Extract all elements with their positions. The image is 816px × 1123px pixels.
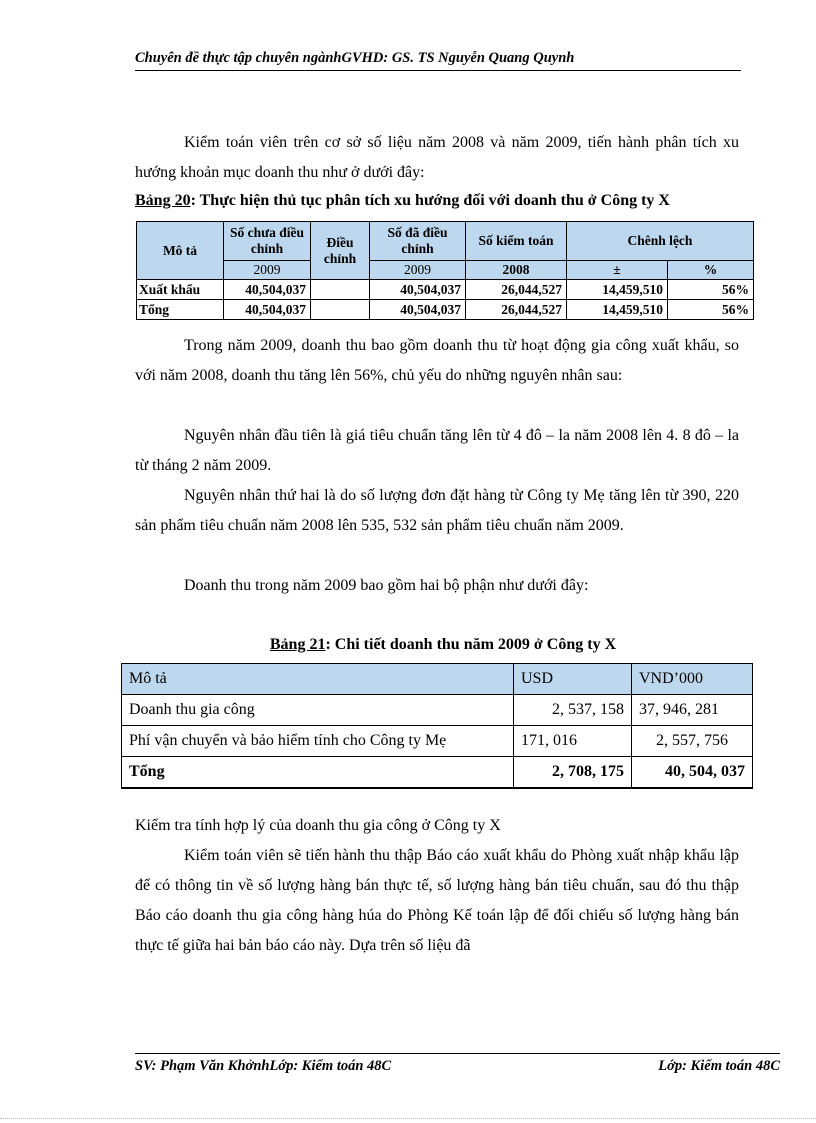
table-20 [136, 221, 754, 320]
table-row [137, 280, 754, 300]
cell-usd: 2, 537, 158 [514, 695, 632, 726]
cell-label: Tổng [122, 757, 514, 789]
cell-label: Phí vận chuyển và bảo hiểm tính cho Công ty Mẹ [122, 726, 514, 757]
th-chenhlech: Chênh lệch [567, 222, 754, 261]
cell-dc [311, 300, 370, 320]
cell-pm: 14,459,510 [567, 280, 668, 300]
page-bottom-divider [0, 1118, 816, 1119]
table-row-total [122, 757, 753, 789]
paragraph-intro: Kiểm toán viên trên cơ sở số liệu năm 2008 và năm 2009, tiến hành phân tích xu hướng khoản mục doanh thu như ở dưới đây: [135, 134, 739, 181]
cell-label: Doanh thu gia công [122, 695, 514, 726]
cell-da: 40,504,037 [370, 300, 466, 320]
th-dieuchinh: Điều chỉnh [311, 222, 370, 280]
cell-pct: 56% [668, 280, 754, 300]
page-footer [135, 1053, 780, 1075]
cell-vnd: 37, 946, 281 [632, 695, 753, 726]
paragraph-reason-2: Nguyên nhân thứ hai là do số lượng đơn đặt hàng từ Công ty Mẹ tăng lên từ 390, 220 sản phẩm tiêu chuẩn năm 2008 lên 535, 532 sản phẩm tiêu chuẩn năm 2009. [135, 487, 739, 534]
cell-label: Xuất khẩu [137, 280, 224, 300]
cell-usd: 171, 016 [514, 726, 632, 757]
table-row [122, 695, 753, 726]
cell-chua: 40,504,037 [224, 300, 311, 320]
cell-kt: 26,044,527 [466, 280, 567, 300]
footer-right: Lớp: Kiểm toán 48C [658, 1058, 780, 1074]
cell-kt: 26,044,527 [466, 300, 567, 320]
th-year-2009-a: 2009 [224, 261, 311, 280]
th-kiemtoan: Số kiểm toán [466, 222, 567, 261]
paragraph-check-title: Kiểm tra tính hợp lý của doanh thu gia công ở Công ty X [135, 817, 501, 834]
th-pm: ± [567, 261, 668, 280]
cell-vnd: 2, 557, 756 [632, 726, 753, 757]
cell-dc [311, 280, 370, 300]
th-pct: % [668, 261, 754, 280]
table21-caption-label: Bảng 21 [269, 636, 326, 653]
table-21 [121, 663, 753, 789]
table-header-row [122, 664, 753, 695]
cell-pct: 56% [668, 300, 754, 320]
paragraph-reason-1: Nguyên nhân đầu tiên là giá tiêu chuẩn tăng lên từ 4 đô – la năm 2008 lên 4. 8 đô – la từ tháng 2 năm 2009. [135, 427, 739, 474]
table-row [122, 726, 753, 757]
th-vnd: VND’000 [632, 664, 753, 695]
table20-caption-text: : Thực hiện thủ tục phân tích xu hướng đối với doanh thu ở Công ty X [190, 192, 670, 209]
cell-chua: 40,504,037 [224, 280, 311, 300]
table21-caption-text: : Chi tiết doanh thu năm 2009 ở Công ty X [325, 636, 617, 653]
th-da: Số đã điều chỉnh [370, 222, 466, 261]
page-header-text: Chuyên đề thực tập chuyên ngànhGVHD: GS. TS Nguyễn Quang Quynh [135, 50, 575, 66]
paragraph-procedure: Kiểm toán viên sẽ tiến hành thu thập Báo cáo xuất khẩu do Phòng xuất nhập khẩu lập để có thông tin về số lượng hàng bán thực tế, số lượng hàng bán tiêu chuẩn, sau đó thu thập Báo cáo doanh thu gia công hàng húa do Phòng Kế toán lập để đối chiếu số lượng hàng bán thực tế giữa hai bản báo cáo này. Dựa trên số liệu đã [135, 847, 739, 954]
cell-vnd: 40, 504, 037 [632, 757, 753, 789]
th-usd: USD [514, 664, 632, 695]
th-chua: Số chưa điều chỉnh [224, 222, 311, 261]
cell-label: Tổng [137, 300, 224, 320]
paragraph-revenue-2009: Trong năm 2009, doanh thu bao gồm doanh thu từ hoạt động gia công xuất khẩu, so với năm 2008, doanh thu tăng lên 56%, chủ yếu do những nguyên nhân sau: [135, 337, 739, 384]
th-year-2008: 2008 [466, 261, 567, 280]
cell-pm: 14,459,510 [567, 300, 668, 320]
footer-left: SV: Phạm Văn KhởnhLớp: Kiểm toán 48C [135, 1058, 392, 1074]
table20-caption-label: Bảng 20 [135, 192, 191, 209]
table20-caption [135, 192, 670, 210]
table-row-total [137, 300, 754, 320]
cell-usd: 2, 708, 175 [514, 757, 632, 789]
th-mota: Mô tả [137, 222, 224, 280]
th-year-2009-b: 2009 [370, 261, 466, 280]
cell-da: 40,504,037 [370, 280, 466, 300]
page-header [135, 50, 741, 71]
paragraph-revenue-parts: Doanh thu trong năm 2009 bao gồm hai bộ phận như dưới đây: [184, 577, 589, 594]
table21-caption [0, 636, 816, 654]
th-mota: Mô tả [122, 664, 514, 695]
